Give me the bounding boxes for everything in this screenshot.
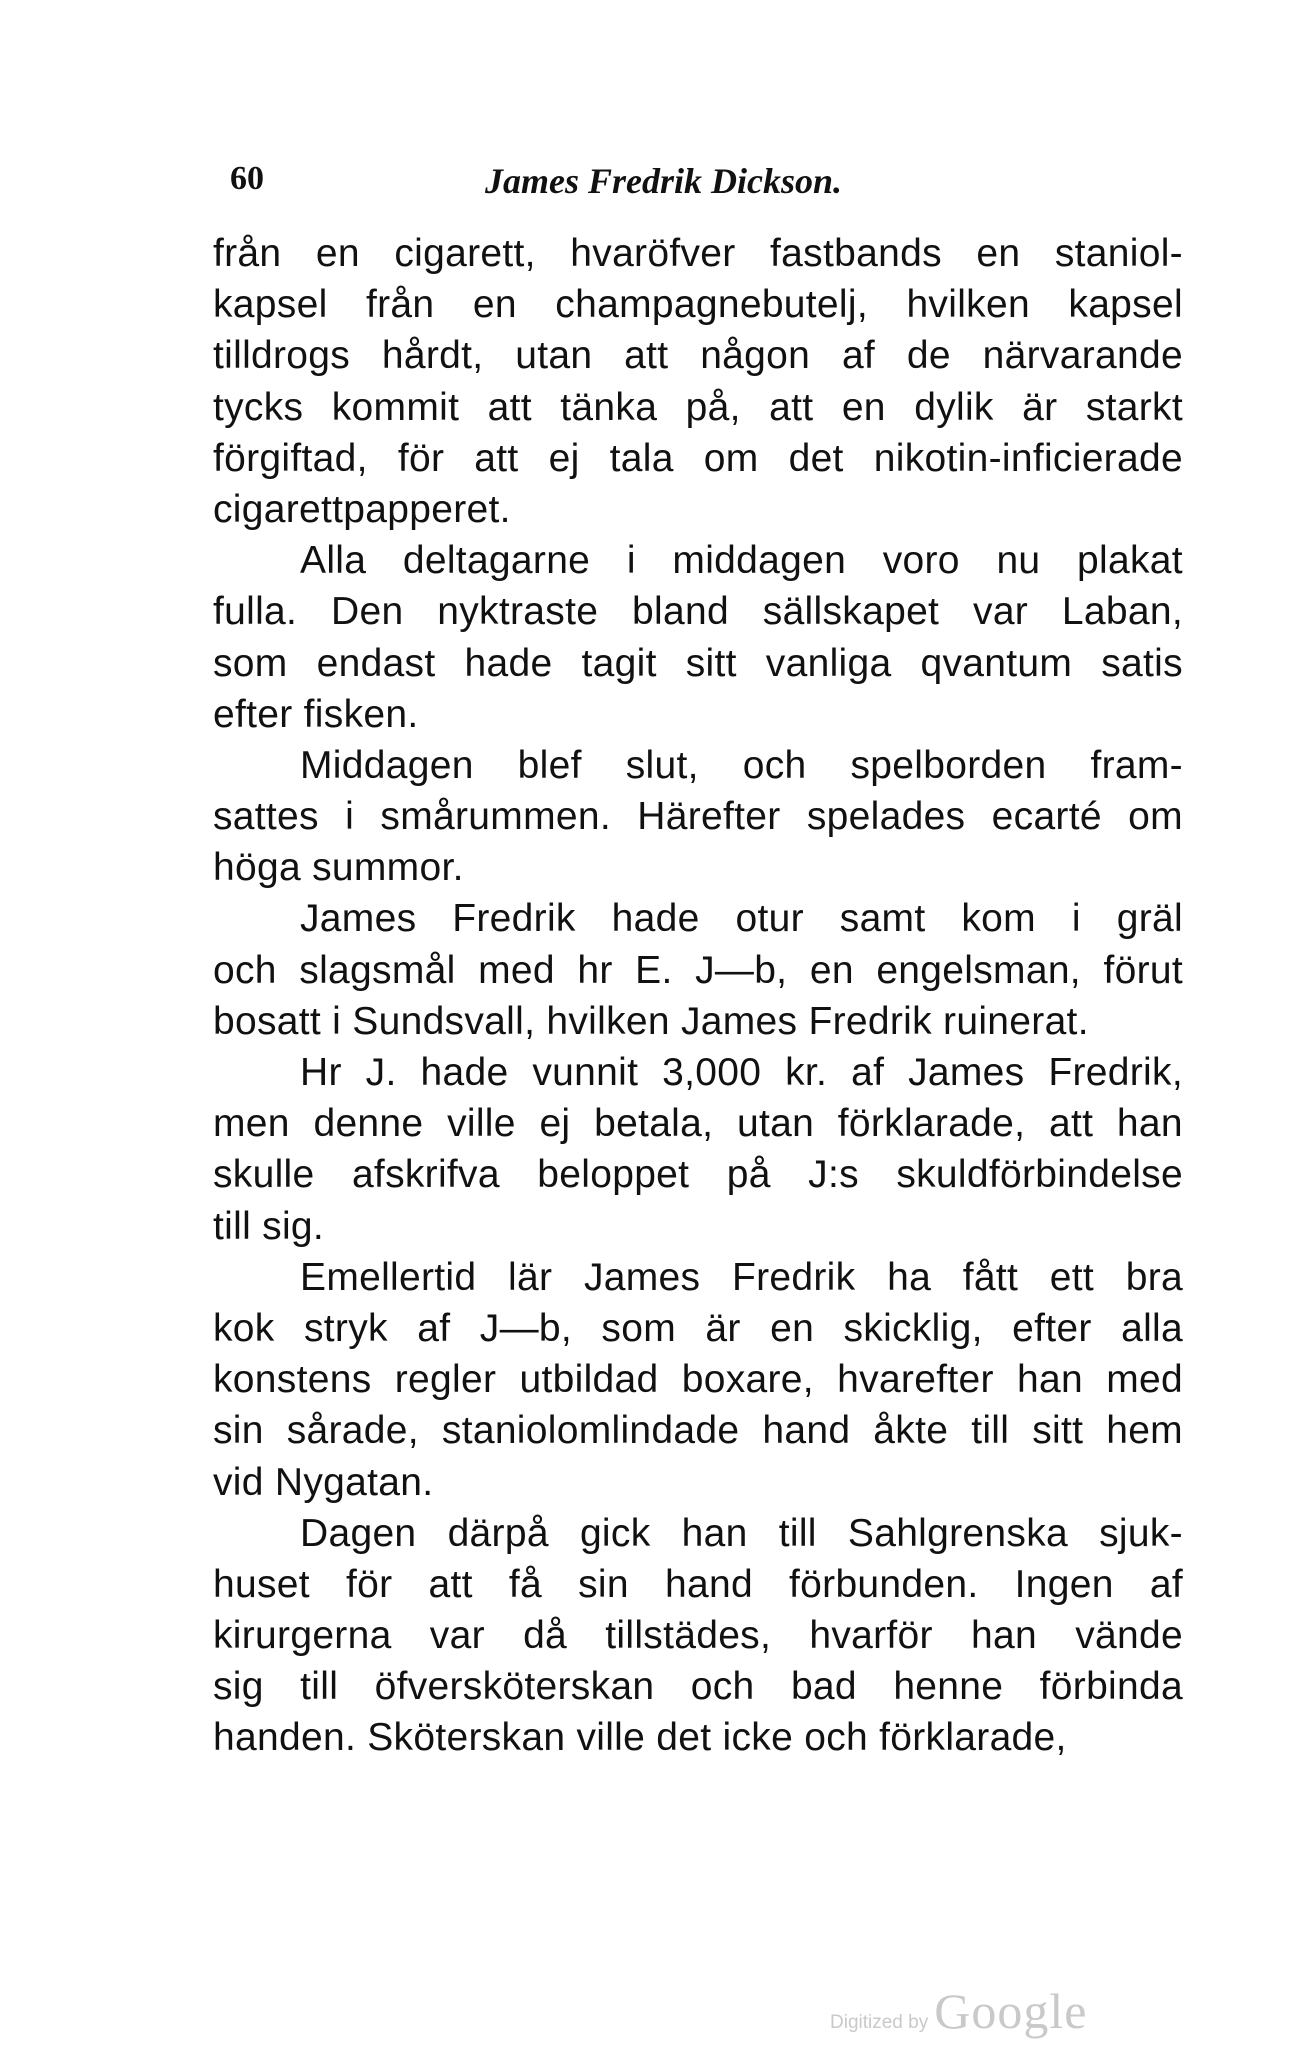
paragraph (213, 1512, 1183, 1768)
word: fått (962, 1255, 1019, 1299)
word: hr (577, 948, 613, 992)
text-line: cigarettpapperet. (213, 487, 511, 531)
word: för (397, 436, 445, 480)
word: Den (331, 590, 404, 634)
word: bland (632, 590, 729, 634)
word: en (315, 232, 360, 275)
page-header (230, 160, 1180, 210)
word: hand (762, 1409, 851, 1453)
word: en (809, 948, 854, 992)
word: att (428, 1562, 473, 1606)
word: Fredrik (452, 897, 576, 941)
word: därpå (447, 1511, 549, 1555)
word: af (1149, 1562, 1183, 1606)
word: det (788, 436, 844, 480)
word: ett (1049, 1255, 1095, 1299)
paragraph (213, 897, 1183, 1051)
word: en (472, 283, 517, 327)
word: staniol- (1054, 232, 1183, 275)
body-text (213, 232, 1183, 1768)
word: fram- (1090, 743, 1183, 787)
word: sitt (685, 641, 737, 685)
word: konstens (213, 1358, 372, 1402)
word: var (429, 1614, 485, 1658)
word: som (601, 1306, 676, 1350)
word: hade (464, 641, 553, 685)
word: af (841, 334, 876, 378)
paragraph (213, 1256, 1183, 1512)
text-line (213, 1665, 1183, 1716)
word: smårummen. (380, 795, 611, 839)
word: satis (1101, 641, 1183, 685)
word: deltagarne (402, 539, 591, 583)
word: middagen (672, 539, 847, 583)
text-line (213, 1256, 1183, 1307)
text-line (213, 1358, 1183, 1409)
word: kok (213, 1306, 275, 1350)
word: hvilken (906, 283, 1030, 327)
word: på (726, 1153, 771, 1197)
text-line (213, 1051, 1183, 1102)
word: afskrifva (351, 1153, 500, 1197)
word: utan (515, 334, 593, 378)
word: i (345, 795, 355, 839)
word: är (705, 1306, 741, 1350)
word: tillstädes, (605, 1614, 772, 1658)
word: ville (447, 1102, 516, 1146)
word: han (1017, 1358, 1083, 1402)
word: gräl (1116, 897, 1183, 941)
word: af (417, 1306, 451, 1350)
word: slagsmål (299, 948, 456, 992)
word: förklarade, (837, 1102, 1026, 1146)
word: Härefter (637, 795, 781, 839)
word: en (976, 232, 1021, 275)
word: blef (517, 743, 582, 787)
word: otur (735, 897, 804, 941)
word: om (1128, 795, 1183, 839)
text-line: vid Nygatan. (213, 1460, 434, 1504)
word: sig (213, 1665, 264, 1709)
word: gick (579, 1511, 651, 1555)
word: tagit (581, 641, 657, 685)
word: för (346, 1562, 393, 1606)
word: J—b, (695, 948, 788, 992)
word: stryk (304, 1306, 388, 1350)
word: var (973, 590, 1029, 634)
text-line: efter fisken. (213, 692, 419, 736)
word: ej (548, 436, 580, 480)
word: Emellertid (300, 1255, 477, 1299)
word: vunnit (532, 1051, 639, 1094)
word: kirurgerna (213, 1614, 392, 1658)
word: som (213, 641, 288, 685)
word: spelades (806, 795, 966, 839)
word: Sahlgrenska (847, 1511, 1068, 1555)
word: dylik (914, 385, 994, 429)
paragraph (213, 744, 1183, 898)
word: utbildad (519, 1358, 659, 1402)
word: ha (887, 1255, 932, 1299)
word: sjuk- (1099, 1511, 1183, 1555)
word: Hr (300, 1051, 342, 1094)
word: hvaröfver (570, 232, 736, 275)
word: men (213, 1102, 290, 1146)
text-line: handen. Sköterskan ville det icke och förklarade, (213, 1716, 1067, 1760)
word: skuldförbindelse (896, 1153, 1183, 1197)
word: fastbands (770, 232, 942, 275)
word: James (908, 1051, 1025, 1094)
word: Fredrik, (1048, 1051, 1183, 1094)
word: lär (508, 1255, 553, 1299)
word: bad (790, 1665, 857, 1709)
text-line (213, 1307, 1183, 1358)
word: kom (961, 897, 1036, 941)
word: J. (365, 1051, 397, 1094)
text-line: bosatt i Sundsvall, hvilken James Fredrik ruinerat. (213, 999, 1089, 1043)
word: J—b, (479, 1306, 573, 1350)
word: förbunden. (789, 1562, 979, 1606)
word: cigarett, (394, 232, 536, 275)
word: af (851, 1051, 885, 1094)
word: med (1106, 1358, 1183, 1402)
word: Dagen (300, 1511, 417, 1555)
text-line (213, 1563, 1183, 1614)
word: sällskapet (762, 590, 940, 634)
word: plakat (1077, 539, 1183, 583)
text-line (213, 232, 1183, 283)
word: utan (736, 1102, 815, 1146)
text-line: till sig. (213, 1204, 325, 1248)
text-line (213, 1409, 1183, 1460)
word: i (1071, 897, 1081, 941)
word: qvantum (920, 641, 1073, 685)
word: skulle (213, 1153, 315, 1197)
word: nikotin-inficierade (873, 436, 1183, 480)
word: Middagen (300, 743, 474, 787)
word: sårade, (286, 1409, 419, 1453)
word: slut, (625, 743, 699, 787)
word: hade (420, 1051, 509, 1094)
word: James (583, 1255, 701, 1299)
word: alla (1121, 1306, 1183, 1350)
word: bra (1125, 1255, 1183, 1299)
word: kommit (331, 385, 460, 429)
page-number: 60 (230, 160, 264, 197)
word: till (971, 1409, 1010, 1453)
text-line (213, 1614, 1183, 1665)
word: och (742, 743, 807, 787)
word: vanliga (765, 641, 892, 685)
word: att (474, 436, 519, 480)
word: Fredrik (731, 1255, 856, 1299)
word: Laban, (1061, 590, 1183, 634)
word: betala, (594, 1102, 714, 1146)
word: åkte (873, 1409, 949, 1453)
word: en (770, 1306, 815, 1350)
paragraph (213, 232, 1183, 539)
text-line (213, 1512, 1183, 1563)
text-line (213, 1153, 1183, 1204)
word: är (1022, 385, 1058, 429)
word: henne (893, 1665, 1004, 1709)
digitized-by-label: Digitized by (830, 2012, 929, 2033)
word: fulla. (213, 590, 298, 634)
text-line (213, 795, 1183, 846)
word: ej (539, 1102, 571, 1146)
text-line (213, 897, 1183, 948)
word: Alla (300, 539, 367, 583)
paragraph (213, 1051, 1183, 1256)
word: efter (1012, 1306, 1092, 1350)
word: från (213, 232, 282, 275)
text-line (213, 539, 1183, 590)
word: någon (700, 334, 811, 378)
word: och (213, 948, 277, 992)
word: öfversköterskan (374, 1665, 655, 1709)
digitization-watermark (830, 1982, 1087, 2040)
word: tala (609, 436, 674, 480)
word: 3,000 (662, 1051, 762, 1094)
word: på, (685, 385, 741, 429)
word: förut (1103, 948, 1183, 992)
word: Ingen (1014, 1562, 1114, 1606)
word: staniolomlindade (441, 1409, 740, 1453)
word: vände (1075, 1614, 1183, 1658)
text-line (213, 386, 1183, 437)
google-logo: Google (934, 1983, 1088, 2039)
text-line (213, 1102, 1183, 1153)
word: hårdt, (381, 334, 484, 378)
word: en (841, 385, 886, 429)
word: regler (394, 1358, 497, 1402)
word: tycks (213, 385, 304, 429)
word: E. (635, 948, 673, 992)
word: han (971, 1614, 1037, 1658)
word: förbinda (1039, 1665, 1183, 1709)
word: tilldrogs (213, 334, 351, 378)
word: och (690, 1665, 755, 1709)
text-line (213, 437, 1183, 488)
word: beloppet (537, 1153, 690, 1197)
word: denne (313, 1102, 424, 1146)
word: att (624, 334, 669, 378)
word: endast (316, 641, 436, 685)
word: få (508, 1562, 543, 1606)
word: James (300, 897, 417, 941)
word: de (906, 334, 951, 378)
text-line: höga summor. (213, 846, 464, 890)
word: hvarefter (837, 1358, 994, 1402)
word: engelsman, (876, 948, 1081, 992)
word: huset (213, 1562, 310, 1606)
word: i (626, 539, 636, 583)
word: hand (664, 1562, 753, 1606)
word: till (778, 1511, 817, 1555)
word: sitt (1032, 1409, 1084, 1453)
word: champagnebutelj, (555, 283, 868, 327)
word: sin (578, 1562, 629, 1606)
text-line (213, 744, 1183, 795)
word: sattes (213, 795, 319, 839)
word: voro (882, 539, 960, 583)
word: boxare, (681, 1358, 814, 1402)
word: nyktraste (437, 590, 599, 634)
word: J:s (808, 1153, 859, 1197)
word: då (523, 1614, 568, 1658)
word: tänka (560, 385, 658, 429)
paragraph (213, 539, 1183, 744)
word: till (300, 1665, 339, 1709)
word: med (478, 948, 555, 992)
word: han (1116, 1102, 1183, 1146)
word: spelborden (850, 743, 1047, 787)
word: sin (213, 1409, 264, 1453)
word: om (703, 436, 759, 480)
word: att (769, 385, 814, 429)
word: närvarande (982, 334, 1183, 378)
word: kapsel (1068, 283, 1183, 327)
text-line (213, 334, 1183, 385)
word: skicklig, (843, 1306, 983, 1350)
word: han (681, 1511, 748, 1555)
word: nu (996, 539, 1041, 583)
text-line (213, 283, 1183, 334)
word: hvarför (809, 1614, 933, 1658)
text-line (213, 949, 1183, 1000)
text-line (213, 642, 1183, 693)
word: förgiftad, (213, 436, 368, 480)
word: ecarté (991, 795, 1102, 839)
word: hem (1106, 1409, 1183, 1453)
running-title: James Fredrik Dickson. (485, 161, 843, 201)
word: samt (839, 897, 926, 941)
word: från (366, 283, 435, 327)
word: hade (611, 897, 700, 941)
word: kr. (785, 1051, 828, 1094)
word: att (1048, 1102, 1094, 1146)
word: kapsel (213, 283, 328, 327)
word: starkt (1085, 385, 1183, 429)
text-line (213, 590, 1183, 641)
word: att (487, 385, 532, 429)
